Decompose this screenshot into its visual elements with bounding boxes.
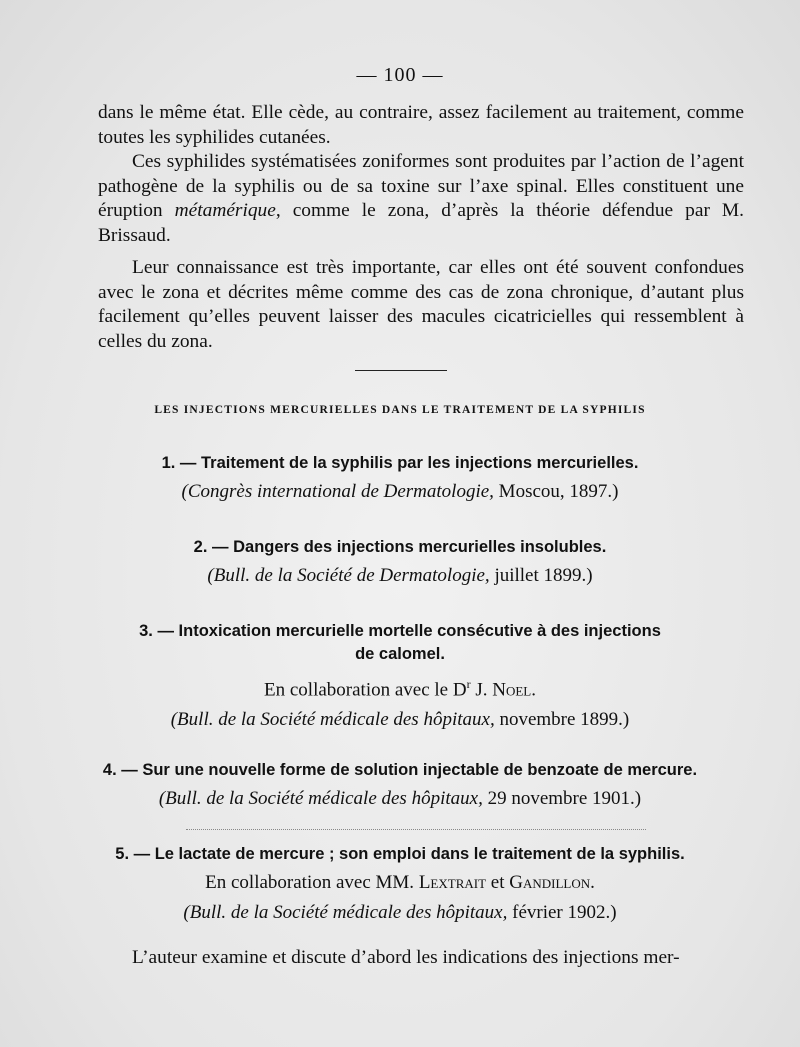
paragraph-2-after: , comme le zona, d’après la théorie défendue par M. Brissaud. [98, 200, 745, 246]
publication-3-citation-rest: novembre 1899.) [494, 709, 630, 731]
publication-2-citation-italic: (Bull. de la Société de Dermatologie, [207, 565, 490, 586]
paragraph-1 [98, 101, 744, 150]
publication-3 [0, 620, 800, 732]
publication-3-citation-italic: (Bull. de la Société médicale des hôpitaux, [170, 709, 495, 731]
publication-4-title: 4. — Sur une nouvelle forme de solution injectable de benzoate de mercure. [102, 761, 698, 779]
paragraph-2 [98, 150, 744, 248]
paragraph-2-before: Ces syphilides systématisées zoniformes sont produites par l’action de l’agent pathogène de la syphilis ou de sa toxine sur l’axe spinal. Elles constituent une éruption [98, 151, 744, 221]
publication-2 [0, 536, 800, 588]
publication-2-title: 2. — Dangers des injections mercurielles insolubles. [193, 538, 607, 556]
section-title: LES INJECTIONS MERCURIELLES DANS LE TRAITEMENT DE LA SYPHILIS [154, 404, 646, 416]
publication-5-title: 5. — Le lactate de mercure ; son emploi dans le traitement de la syphilis. [115, 845, 685, 863]
publication-5-citation-italic: (Bull. de la Société médicale des hôpitaux, [183, 902, 508, 923]
paragraph-2-italic: métamérique [174, 200, 276, 221]
publication-3-title-line-1: 3. — Intoxication mercurielle mortelle consécutive à des injections [139, 622, 661, 640]
publication-1-title: 1. — Traitement de la syphilis par les injections mercurielles. [161, 454, 639, 472]
closing-paragraph: L’auteur examine et discute d’abord les indications des injections mer- [132, 947, 680, 968]
publication-1-citation-rest: Moscou, 1897.) [493, 481, 619, 502]
paragraph-1-text: dans le même état. Elle cède, au contraire, assez facilement au traitement, comme toutes les syphilides cutanées. [98, 102, 744, 148]
publication-1 [0, 452, 800, 504]
publication-5-citation [0, 901, 800, 925]
publication-3-title-line-2: de calomel. [355, 645, 445, 663]
publication-5-collaboration [0, 871, 800, 895]
page-number: — 100 — [356, 64, 444, 86]
paragraph-3 [98, 256, 744, 354]
publication-5-collab-name-1: Lextrait [418, 872, 487, 893]
publication-3-collab-name: J. Noel. [470, 679, 536, 701]
publication-5-collab-mid: et [486, 872, 510, 893]
publication-3-citation [0, 708, 800, 732]
publication-2-citation [0, 564, 800, 588]
publication-4-citation-italic: (Bull. de la Société médicale des hôpitaux, [158, 788, 483, 809]
paragraph-2-text [98, 150, 744, 248]
section-divider [355, 370, 447, 371]
publication-5-collab-prefix: En collaboration avec MM. [205, 872, 419, 893]
publication-4-citation-rest: 29 novembre 1901.) [482, 788, 642, 809]
publication-2-citation-rest: juillet 1899.) [489, 565, 593, 586]
publication-5-citation-rest: février 1902.) [507, 902, 617, 923]
publication-4 [0, 759, 800, 811]
publication-3-collab-prefix: En collaboration avec le D [264, 679, 467, 701]
dotted-separator [186, 829, 646, 830]
publication-4-citation [0, 787, 800, 811]
publication-5 [0, 843, 800, 925]
publication-1-citation [0, 480, 800, 504]
paragraph-3-text: Leur connaissance est très importante, car elles ont été souvent confondues avec le zona et décrites même comme des cas de zona chronique, d’autant plus facilement qu’elles peuvent laisser des macules cicatricielles qui ressemblent à celles du zona. [98, 257, 744, 352]
publication-5-collab-name-2: Gandillon. [509, 872, 595, 893]
publication-3-collab-sup: r [466, 677, 471, 691]
publication-1-citation-italic: (Congrès international de Dermatologie, [181, 481, 494, 502]
publication-3-collaboration [0, 672, 800, 702]
